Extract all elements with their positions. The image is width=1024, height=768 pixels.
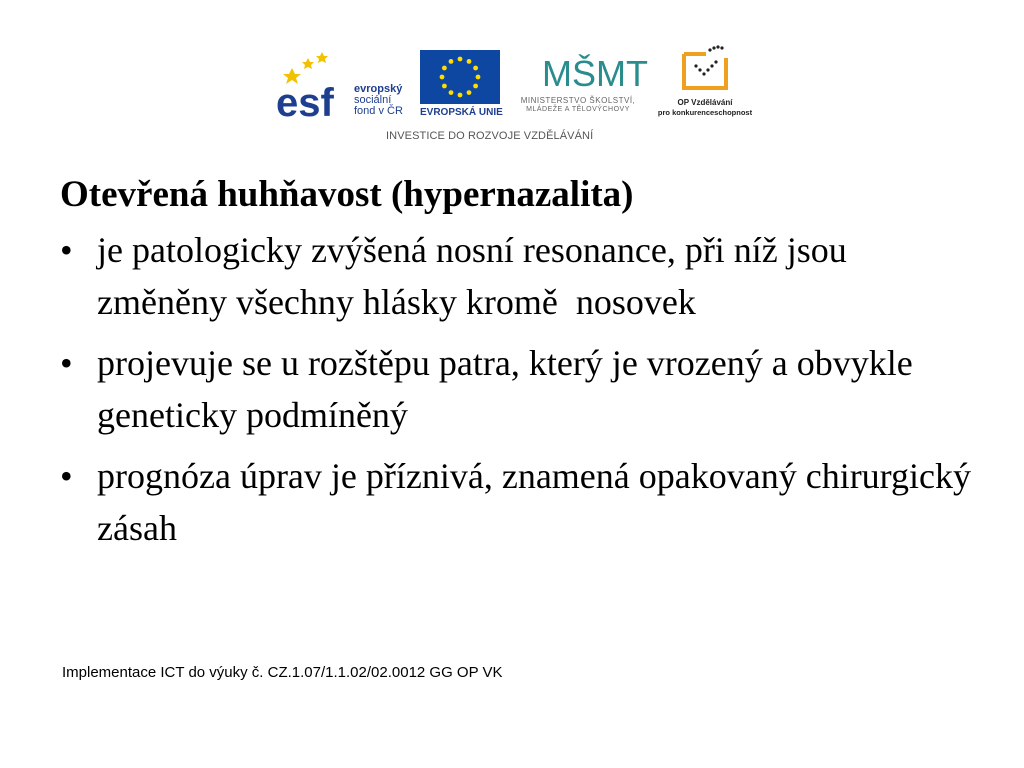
esf-mark (274, 50, 354, 120)
esf-line-3: fond v ČR (354, 105, 403, 117)
eu-flag (420, 50, 500, 104)
op-mark (650, 44, 760, 94)
op-caption-1: OP Vzdělávání (677, 98, 733, 107)
op-logo (650, 44, 760, 124)
eu-logo (420, 50, 502, 120)
bullet-icon: • (60, 230, 73, 270)
slide-title: Otevřená huhňavost (hypernazalita) (60, 174, 634, 215)
esf-line-2: sociální (354, 94, 392, 106)
esf-mark-text: esf (276, 81, 334, 120)
bullet-item (60, 450, 980, 554)
bullet-item (60, 224, 980, 328)
esf-logo (274, 50, 414, 120)
bullet-text: projevuje se u rozštěpu patra, který je vrozený a obvykle geneticky podmíněný (97, 343, 913, 435)
bullet-list (60, 224, 980, 554)
op-caption-2: pro konkurenceschopnost (657, 108, 753, 117)
bullet-icon: • (60, 456, 73, 496)
logo-banner (270, 40, 760, 148)
bullet-text: prognóza úprav je příznivá, znamená opakovaný chirurgický zásah (97, 456, 972, 548)
bullet-text: je patologicky zvýšená nosní resonance, při níž jsou změněny všechny hlásky kromě nosovek (97, 230, 856, 322)
slide-body (60, 170, 980, 563)
bullet-icon: • (60, 343, 73, 383)
footer-note: Implementace ICT do výuky č. CZ.1.07/1.1.02/02.0012 GG OP VK (62, 664, 503, 681)
esf-line-1: evropský (354, 83, 403, 95)
esf-wording (354, 84, 403, 117)
msmt-caption-2: MLÁDEŽE A TĚLOVÝCHOVY (526, 106, 630, 113)
msmt-logo (508, 46, 648, 120)
eu-caption: EVROPSKÁ UNIE (420, 107, 503, 118)
msmt-mark-text: MŠMT (542, 53, 648, 94)
msmt-mark (508, 46, 648, 96)
tagline: INVESTICE DO ROZVOJE VZDĚLÁVÁNÍ (386, 130, 594, 142)
msmt-caption-1: MINISTERSTVO ŠKOLSTVÍ, (520, 96, 636, 105)
bullet-item (60, 337, 980, 441)
